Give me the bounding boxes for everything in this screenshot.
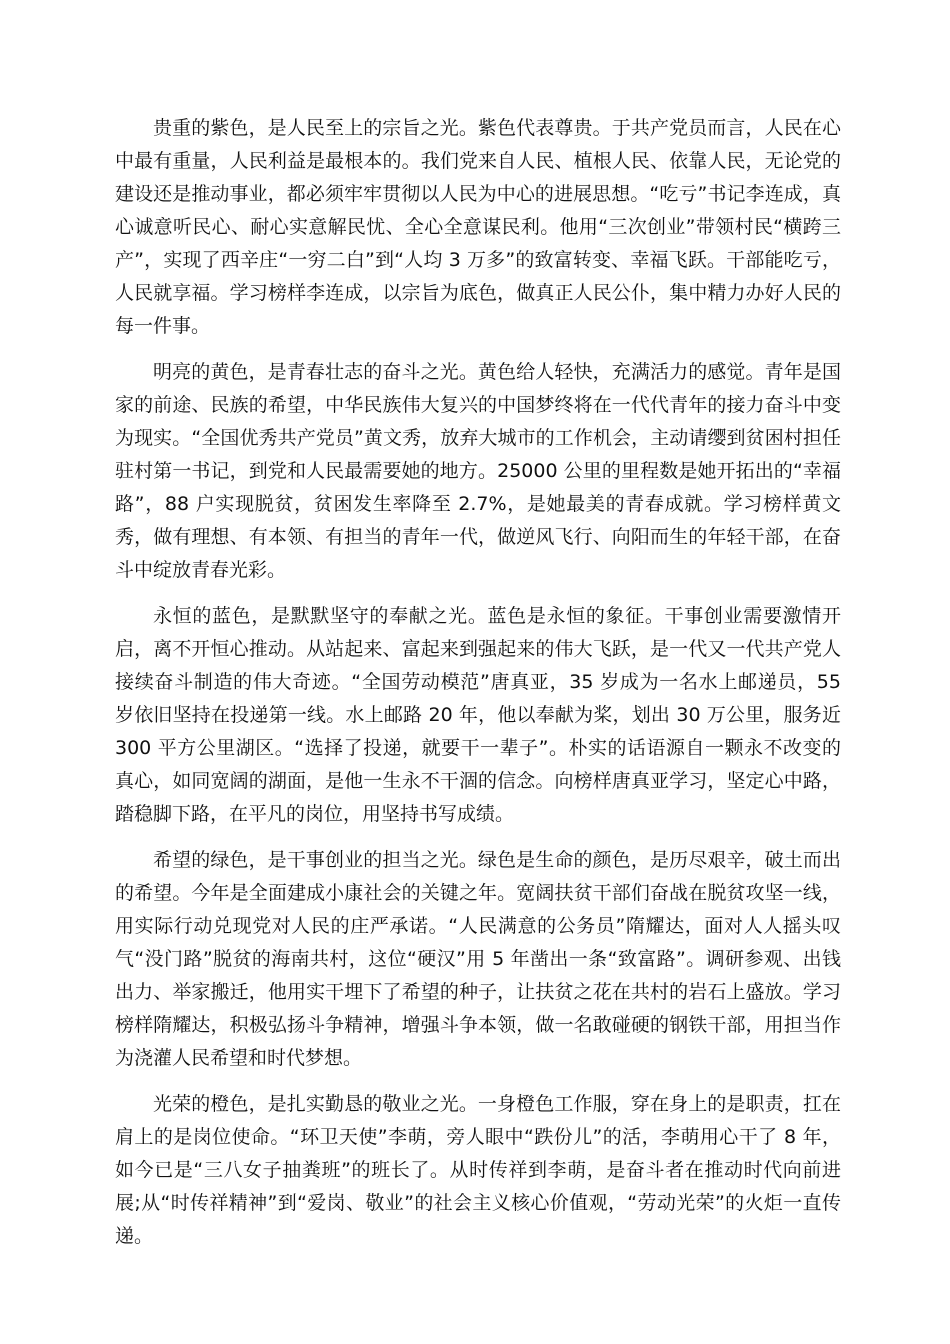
document-page (115, 112, 841, 1266)
paragraph-yellow: 明亮的黄色，是青春壮志的奋斗之光。黄色给人轻快，充满活力的感觉。青年是国家的前途、民族的希望，中华民族伟大复兴的中国梦终将在一代代青年的接力奋斗中变为现实。“全国优秀共产党员”黄文秀，放弃大城市的工作机会，主动请缨到贫困村担任驻村第一书记，到党和人民最需要她的地方。25000 公里的里程数是她开拓出的“幸福路”，88 户实现脱贫，贫困发生率降至 2.7%，是她最美的青春成就。学习榜样黄文秀，做有理想、有本领、有担当的青年一代，做逆风飞行、向阳而生的年轻干部，在奋斗中绽放青春光彩。 (115, 361, 841, 581)
paragraph-blue: 永恒的蓝色，是默默坚守的奉献之光。蓝色是永恒的象征。干事创业需要激情开启，离不开恒心推动。从站起来、富起来到强起来的伟大飞跃，是一代又一代共产党人接续奋斗制造的伟大奇迹。“全国劳动模范”唐真亚，35 岁成为一名水上邮递员，55 岁依旧坚持在投递第一线。水上邮路 20 年，他以奉献为桨，划出 30 万公里，服务近 300 平方公里湖区。“选择了投递，就要干一辈子”。朴实的话语源自一颗永不改变的真心，如同宽阔的湖面，是他一生永不干涸的信念。向榜样唐真亚学习，坚定心中路，踏稳脚下路，在平凡的岗位，用坚持书写成绩。 (115, 605, 841, 825)
paragraph-purple: 贵重的紫色，是人民至上的宗旨之光。紫色代表尊贵。于共产党员而言，人民在心中最有重量，人民利益是最根本的。我们党来自人民、植根人民、依靠人民，无论党的建设还是推动事业，都必须牢牢贯彻以人民为中心的进展思想。“吃亏”书记李连成，真心诚意听民心、耐心实意解民忧、全心全意谋民利。他用“三次创业”带领村民“横跨三产”，实现了西辛庄“一穷二白”到“人均 3 万多”的致富转变、幸福飞跃。干部能吃亏，人民就享福。学习榜样李连成，以宗旨为底色，做真正人民公仆，集中精力办好人民的每一件事。 (115, 117, 841, 337)
paragraph-green: 希望的绿色，是干事创业的担当之光。绿色是生命的颜色，是历尽艰辛，破土而出的希望。今年是全面建成小康社会的关键之年。宽阔扶贫干部们奋战在脱贫攻坚一线，用实际行动兑现党对人民的庄严承诺。“人民满意的公务员”隋耀达，面对人人摇头叹气“没门路”脱贫的海南共村，这位“硬汉”用 5 年凿出一条“致富路”。调研参观、出钱出力、举家搬迁，他用实干埋下了希望的种子，让扶贫之花在共村的岩石上盛放。学习榜样隋耀达，积极弘扬斗争精神，增强斗争本领，做一名敢碰硬的钢铁干部，用担当作为浇灌人民希望和时代梦想。 (115, 849, 841, 1069)
paragraph-orange: 光荣的橙色，是扎实勤恳的敬业之光。一身橙色工作服，穿在身上的是职责，扛在肩上的是岗位使命。“环卫天使”李萌，旁人眼中“跌份儿”的活，李萌用心干了 8 年，如今已是“三八女子抽粪班”的班长了。从时传祥到李萌，是奋斗者在推动时代向前进展;从“时传祥精神”到“爱岗、敬业”的社会主义核心价值观，“劳动光荣”的火炬一直传递。 (115, 1093, 841, 1247)
